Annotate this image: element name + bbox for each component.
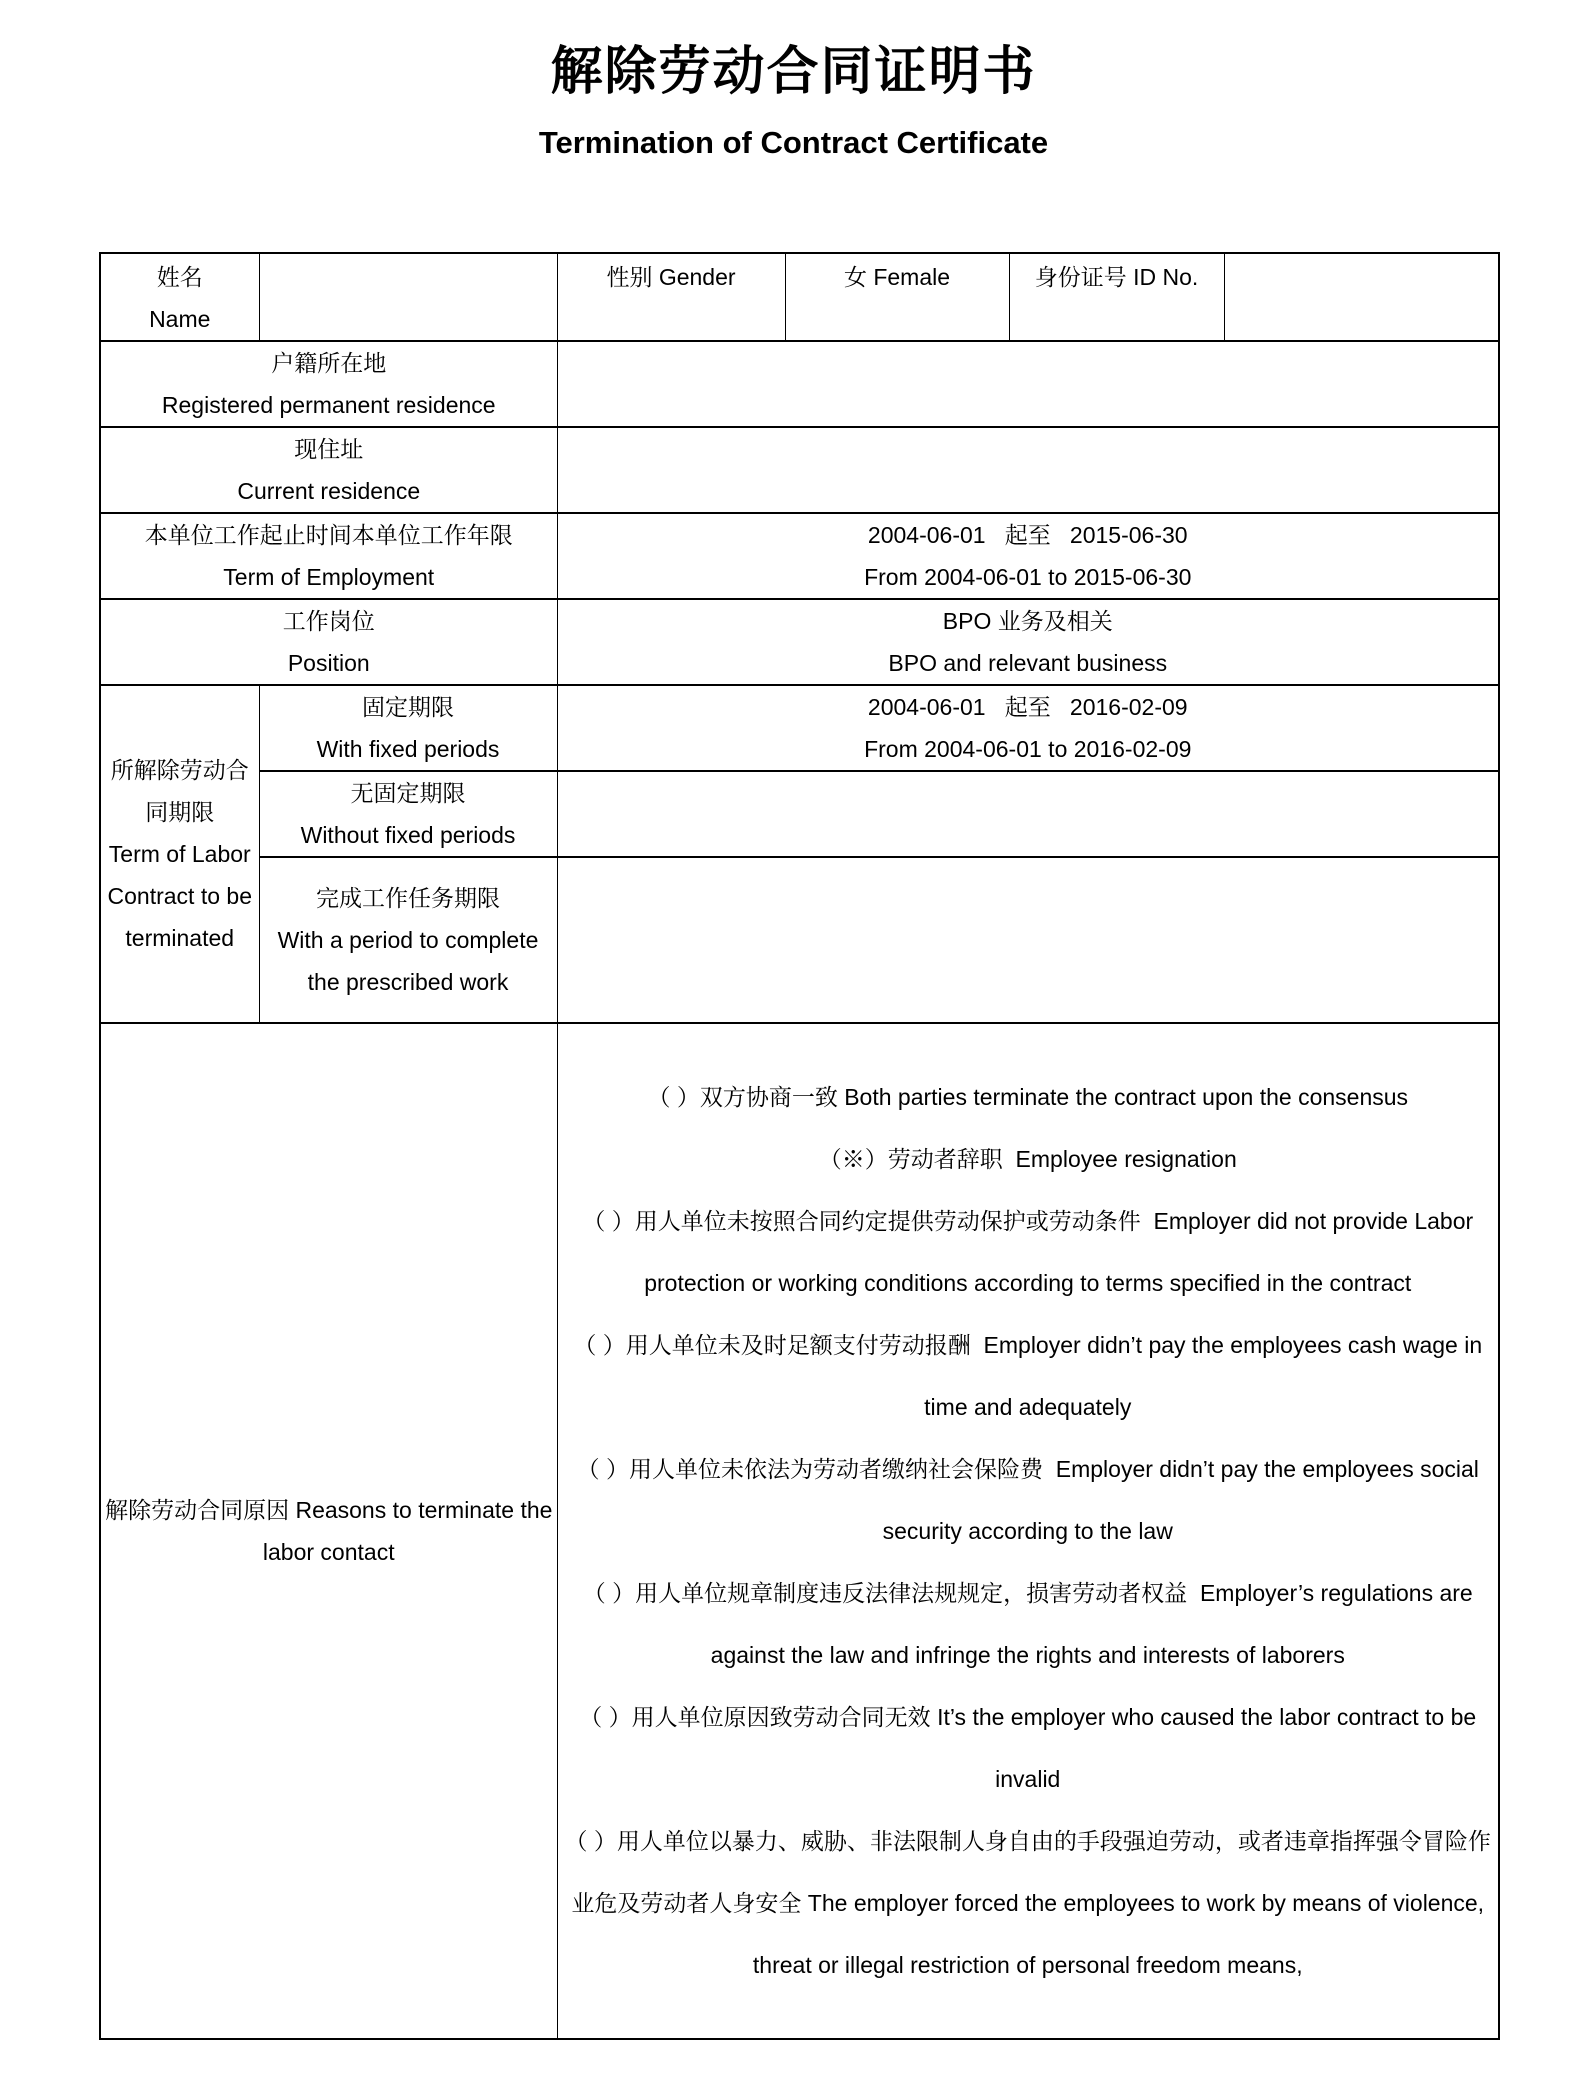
position-value-cell [557, 599, 1499, 685]
fixed-period-label-en: With fixed periods [316, 735, 500, 762]
row-registered-residence [100, 341, 1499, 427]
row-fixed-period [100, 685, 1499, 771]
without-fixed-period-label-zh: 无固定期限 [350, 779, 466, 806]
reason-item-invalid-contract: （ ）用人单位原因致劳动合同无效 It’s the employer who caused the labor contract to be invalid [579, 1703, 1483, 1792]
certificate-form-table [99, 252, 1500, 2040]
gender-value-cell[interactable] [785, 253, 1009, 341]
current-residence-label-zh: 现住址 [294, 435, 364, 462]
name-label-zh: 姓名 [156, 263, 203, 290]
reason-item-unpaid-wage: （ ）用人单位未及时足额支付劳动报酬 Employer didn’t pay the employees cash wage in time and adequately [573, 1331, 1489, 1420]
employment-term-label-en: Term of Employment [223, 563, 435, 590]
reason-item-resignation: （※）劳动者辞职 Employee resignation [818, 1145, 1237, 1172]
name-label-cell [100, 253, 259, 341]
row-employment-term [100, 513, 1499, 599]
registered-residence-value-cell[interactable] [557, 341, 1499, 427]
position-value-en: BPO and relevant business [888, 649, 1168, 676]
id-value-cell[interactable] [1224, 253, 1499, 341]
registered-residence-label-en: Registered permanent residence [161, 391, 496, 418]
position-value-zh: BPO 业务及相关 [942, 607, 1113, 634]
name-value-cell[interactable] [259, 253, 557, 341]
fixed-period-label-zh: 固定期限 [362, 693, 454, 720]
without-fixed-period-value-cell[interactable] [557, 771, 1499, 857]
current-residence-label-en: Current residence [237, 477, 421, 504]
reason-item-no-social-security: （ ）用人单位未依法为劳动者缴纳社会保险费 Employer didn’t pay the employees social security according to the law [576, 1455, 1486, 1544]
gender-value: 女 Female [843, 263, 951, 290]
prescribed-work-value-cell[interactable] [557, 857, 1499, 1023]
row-name-gender-id [100, 253, 1499, 341]
fixed-period-value-en: From 2004-06-01 to 2016-02-09 [864, 735, 1192, 762]
reason-item-illegal-regulations: （ ）用人单位规章制度违反法律法规规定，损害劳动者权益 Employer’s regulations are against the law and infringe the rights and interests of laborers [582, 1579, 1480, 1668]
gender-label-cell [557, 253, 785, 341]
employment-term-value-zh: 2004-06-01 起至 2015-06-30 [867, 521, 1188, 548]
id-label: 身份证号 ID No. [1034, 263, 1199, 290]
employment-term-label-zh: 本单位工作起止时间本单位工作年限 [144, 521, 513, 548]
reasons-list-cell [557, 1023, 1499, 2039]
row-current-residence [100, 427, 1499, 513]
current-residence-label-cell [100, 427, 557, 513]
current-residence-value-cell[interactable] [557, 427, 1499, 513]
prescribed-work-label-en: With a period to complete the prescribed work [277, 926, 539, 995]
without-fixed-period-label-en: Without fixed periods [300, 821, 516, 848]
registered-residence-label-zh: 户籍所在地 [271, 349, 387, 376]
reason-item-forced-labor: （ ）用人单位以暴力、威胁、非法限制人身自由的手段强迫劳动，或者违章指挥强令冒险作业危及劳动者人身安全 The employer forced the employees to work by means of violence, threat or illegal restriction of personal freedom means, [564, 1827, 1491, 1978]
without-fixed-period-label-cell [259, 771, 557, 857]
reason-item-no-labor-protection: （ ）用人单位未按照合同约定提供劳动保护或劳动条件 Employer did not provide Labor protection or working conditions according to terms specified in the contract [582, 1207, 1480, 1296]
position-label-cell [100, 599, 557, 685]
employment-term-label-cell [100, 513, 557, 599]
position-label-en: Position [287, 649, 370, 676]
id-label-cell [1009, 253, 1224, 341]
page-title: 解除劳动合同证明书 [550, 44, 1037, 101]
row-prescribed-work-period [100, 857, 1499, 1023]
prescribed-work-label-cell [259, 857, 557, 1023]
employment-term-value-cell [557, 513, 1499, 599]
reasons-label: 解除劳动合同原因 Reasons to terminate the labor contact [105, 1496, 553, 1565]
reason-item-consensus: （ ）双方协商一致 Both parties terminate the contract upon the consensus [647, 1083, 1409, 1110]
contract-term-section-label-en: Term of Labor Contract to be terminated [107, 840, 252, 951]
reasons-label-cell [100, 1023, 557, 2039]
contract-term-section-label-zh: 所解除劳动合同期限 [110, 756, 249, 825]
registered-residence-label-cell [100, 341, 557, 427]
prescribed-work-label-zh: 完成工作任务期限 [316, 884, 500, 911]
page-subtitle: Termination of Contract Certificate [538, 125, 1049, 161]
gender-label: 性别 Gender [606, 263, 736, 290]
contract-term-section-label-cell [100, 685, 259, 1023]
row-without-fixed-period [100, 771, 1499, 857]
fixed-period-value-cell [557, 685, 1499, 771]
fixed-period-value-zh: 2004-06-01 起至 2016-02-09 [867, 693, 1188, 720]
employment-term-value-en: From 2004-06-01 to 2015-06-30 [864, 563, 1192, 590]
row-position [100, 599, 1499, 685]
row-termination-reasons [100, 1023, 1499, 2039]
name-label-en: Name [149, 305, 211, 332]
fixed-period-label-cell [259, 685, 557, 771]
position-label-zh: 工作岗位 [282, 607, 375, 634]
